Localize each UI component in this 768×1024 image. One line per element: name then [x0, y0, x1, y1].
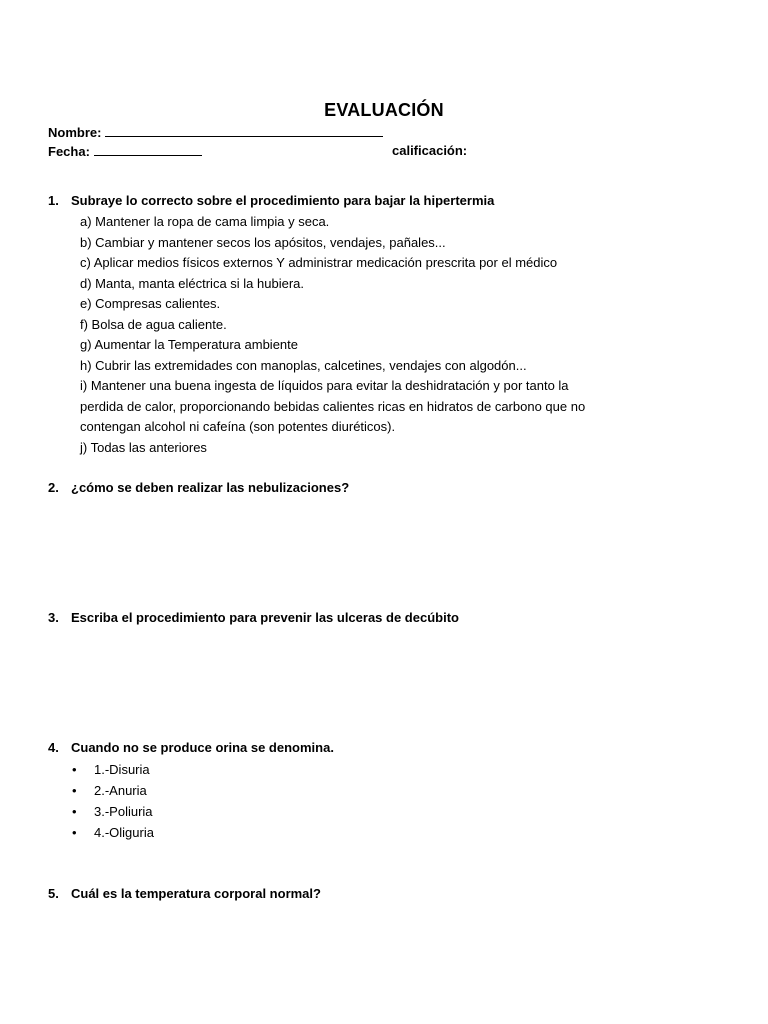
bullet-icon: • — [72, 783, 77, 798]
fecha-row — [48, 143, 202, 159]
nombre-label: Nombre: — [48, 125, 102, 140]
option-d: d) Manta, manta eléctrica si la hubiera. — [80, 275, 304, 291]
question-1-options — [80, 212, 585, 458]
question-text: ¿cómo se deben realizar las nebulizaciones? — [71, 480, 350, 495]
nombre-blank[interactable] — [105, 124, 383, 137]
option-text: 4.-Oliguria — [94, 825, 154, 840]
list-item — [72, 801, 154, 822]
bullet-icon: • — [72, 762, 77, 777]
option-f: f) Bolsa de agua caliente. — [80, 316, 227, 332]
option-b: b) Cambiar y mantener secos los apósitos, vendajes, pañales... — [80, 234, 446, 250]
option-g: g) Aumentar la Temperatura ambiente — [80, 337, 298, 352]
nombre-row — [48, 124, 383, 140]
option-h: h) Cubrir las extremidades con manoplas, calcetines, vendajes con algodón... — [80, 357, 527, 373]
list-item — [72, 759, 154, 780]
bullet-icon: • — [72, 825, 77, 840]
question-text: Subraye lo correcto sobre el procedimiento para bajar la hipertermia — [71, 193, 495, 208]
question-2 — [48, 480, 349, 495]
question-1 — [48, 193, 494, 208]
option-a: a) Mantener la ropa de cama limpia y seca. — [80, 214, 330, 229]
question-5 — [48, 886, 321, 901]
option-text: 2.-Anuria — [94, 783, 147, 798]
fecha-label: Fecha: — [48, 144, 90, 159]
question-text: Cuál es la temperatura corporal normal? — [71, 886, 321, 901]
fecha-blank[interactable] — [94, 143, 202, 156]
bullet-icon: • — [72, 804, 77, 819]
option-j: j) Todas las anteriores — [80, 439, 207, 455]
option-c: c) Aplicar medios físicos externos Y administrar medicación prescrita por el médico — [80, 255, 558, 270]
question-number: 2. — [48, 480, 59, 495]
option-e: e) Compresas calientes. — [80, 296, 221, 311]
question-number: 5. — [48, 886, 59, 901]
list-item — [72, 780, 154, 801]
question-4 — [48, 740, 334, 755]
question-3 — [48, 610, 459, 625]
question-text: Escriba el procedimiento para prevenir las ulceras de decúbito — [71, 610, 459, 625]
question-number: 3. — [48, 610, 59, 625]
list-item — [72, 822, 154, 843]
question-4-options — [72, 759, 154, 843]
question-number: 1. — [48, 193, 59, 208]
page-title: EVALUACIÓN — [324, 100, 444, 120]
option-i-line-3: contengan alcohol ni cafeína (son potentes diuréticos). — [80, 419, 396, 434]
option-i-line-2: perdida de calor, proporcionando bebidas calientes ricas en hidratos de carbono que no — [80, 398, 586, 414]
option-text: 1.-Disuria — [94, 762, 150, 777]
calificacion-label: calificación: — [392, 143, 468, 158]
option-i-line-1: i) Mantener una buena ingesta de líquidos para evitar la deshidratación y por tanto la — [80, 378, 569, 393]
option-text: 3.-Poliuria — [94, 804, 153, 819]
question-text: Cuando no se produce orina se denomina. — [71, 740, 334, 755]
question-number: 4. — [48, 740, 59, 755]
